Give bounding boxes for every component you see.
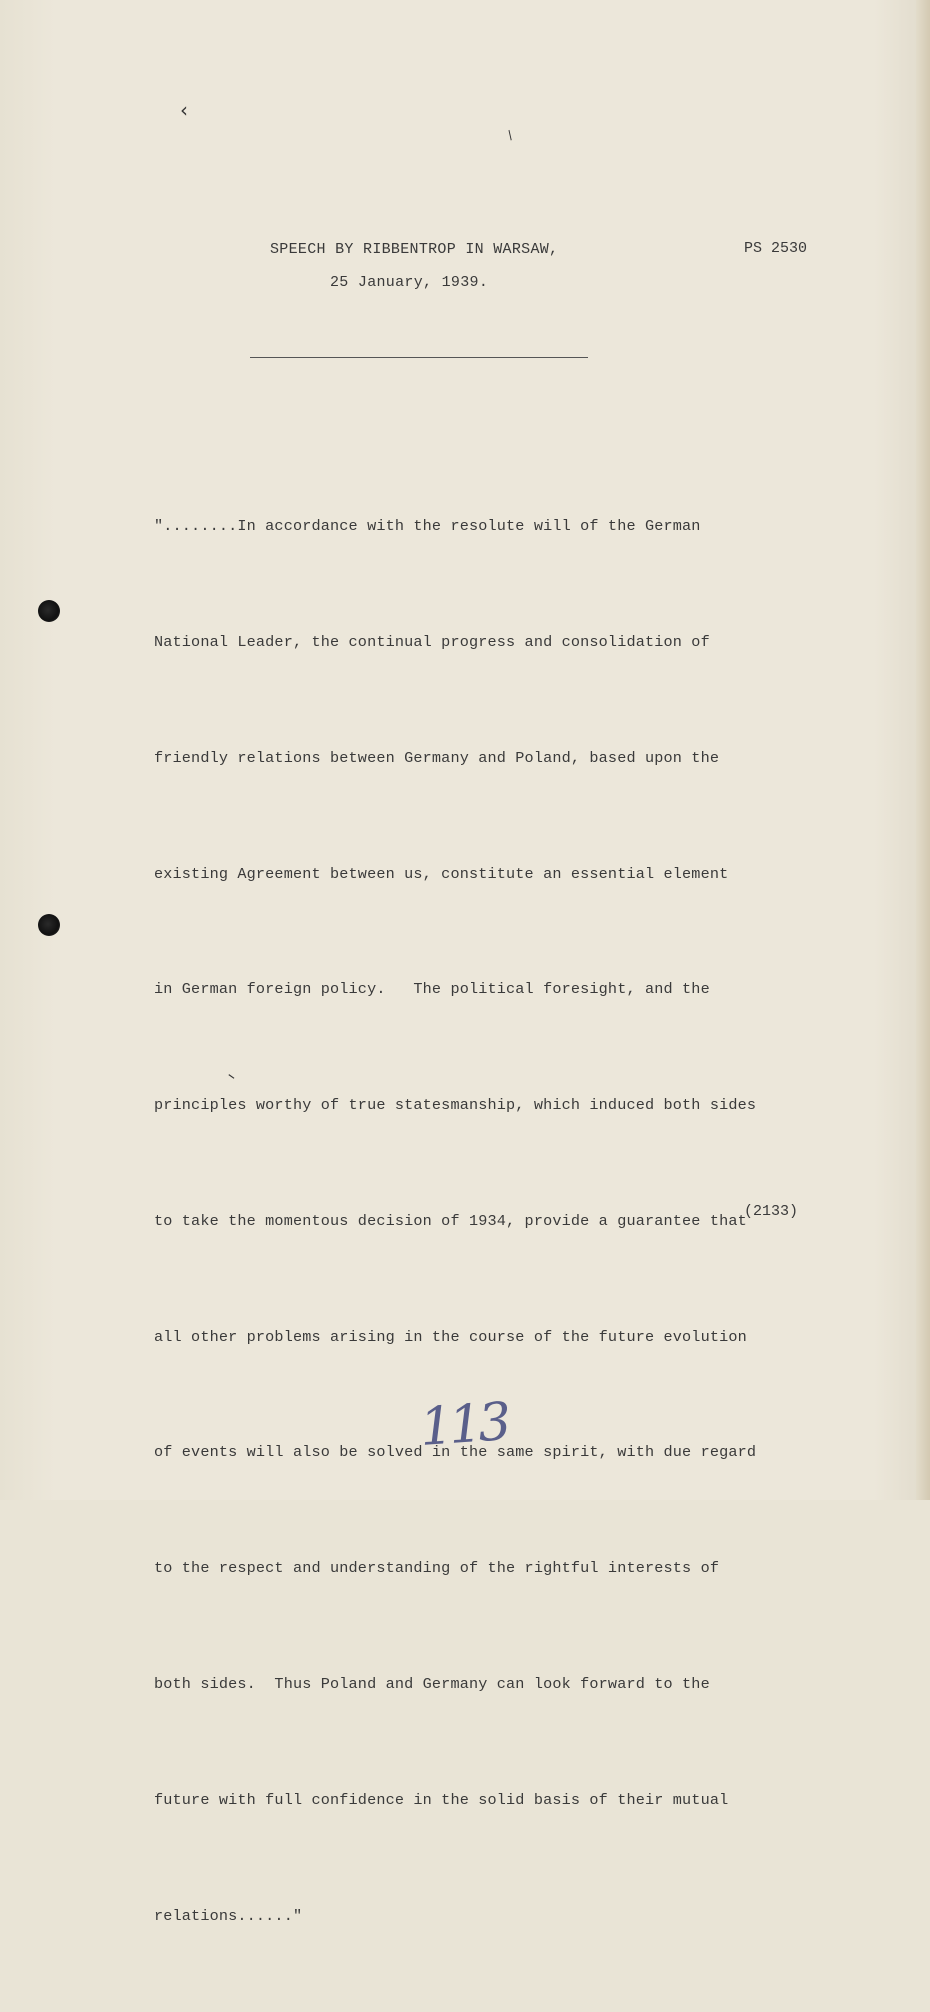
document-date: 25 January, 1939. <box>330 274 489 291</box>
punch-hole-bottom <box>38 914 60 936</box>
handwritten-folio-number: 113 <box>418 1392 510 1458</box>
page-edge <box>916 0 930 1500</box>
page-number: (2133) <box>744 1203 799 1220</box>
body-line: to the respect and understanding of the rightful interests of <box>154 1559 720 1578</box>
body-line: "........In accordance with the resolute will of the German <box>154 517 701 536</box>
stray-mark-arrow: ‹ <box>180 98 188 122</box>
body-line: friendly relations between Germany and Poland, based upon the <box>154 748 720 767</box>
body-line: principles worthy of true statesmanship, which induced both sides <box>154 1096 757 1115</box>
body-line: relations......" <box>154 1906 303 1925</box>
body-line: existing Agreement between us, constitute an essential element <box>154 864 729 883</box>
document-reference: PS 2530 <box>744 240 808 257</box>
stray-mark-tick: / <box>504 127 516 143</box>
heading-rule <box>250 357 588 358</box>
body-line: both sides. Thus Poland and Germany can look forward to the <box>154 1675 710 1693</box>
body-line: future with full confidence in the solid basis of their mutual <box>154 1790 729 1809</box>
body-line: of events will also be solved in the same spirit, with due regard <box>154 1443 757 1462</box>
document-heading: SPEECH BY RIBBENTROP IN WARSAW, <box>270 241 559 258</box>
stray-mark-dash: – <box>223 1065 241 1086</box>
body-line: in German foreign policy. The political foresight, and the <box>154 980 710 999</box>
body-line: to take the momentous decision of 1934, provide a guarantee that <box>154 1211 747 1230</box>
speech-body <box>154 430 804 2012</box>
punch-hole-top <box>38 600 60 622</box>
body-line: National Leader, the continual progress and consolidation of <box>154 632 710 651</box>
body-line: all other problems arising in the course of the future evolution <box>154 1327 747 1346</box>
